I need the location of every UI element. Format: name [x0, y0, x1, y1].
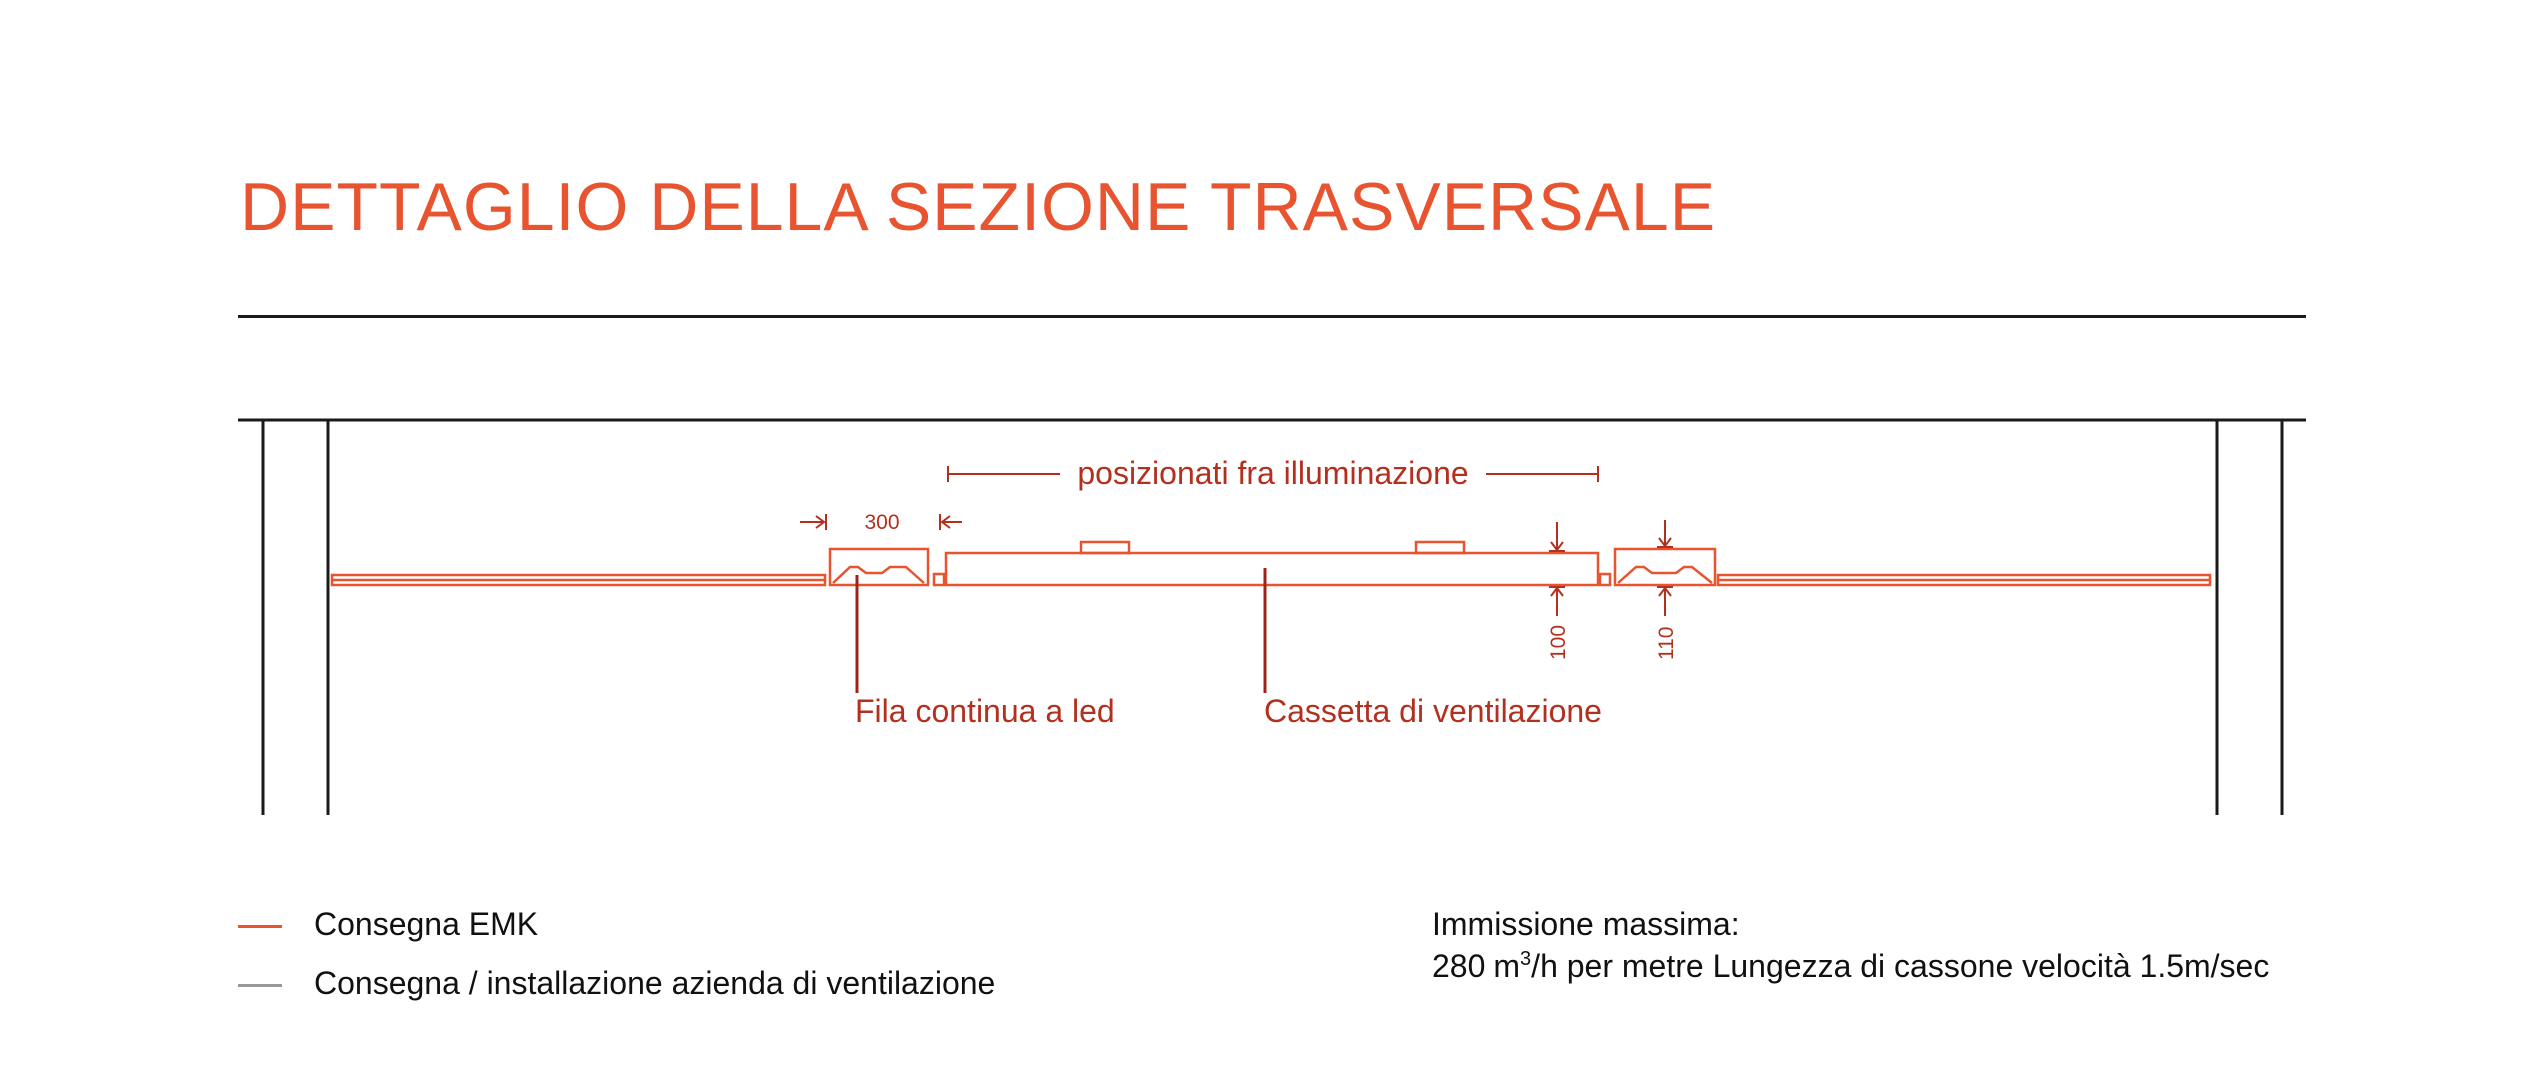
note-unit-exponent: 3	[1520, 948, 1532, 970]
note-unit: m	[1493, 948, 1521, 984]
vent-stub-right	[1416, 542, 1464, 553]
legend-label-ventilation: Consegna / installazione azienda di ventilazione	[314, 965, 996, 1001]
emk-elements	[332, 549, 2210, 585]
dim-100-label: 100	[1547, 624, 1570, 660]
vent-box-label: Cassetta di ventilazione	[1264, 693, 1602, 729]
callout-lines	[857, 568, 1265, 693]
legend-label-emk: Consegna EMK	[314, 906, 539, 942]
note-value	[1432, 948, 2269, 985]
note-rest: /h per metre Lungezza di cassone velocità 1.5m/sec	[1531, 948, 2270, 984]
legend-swatch-ventilation	[238, 984, 282, 987]
note-heading: Immissione massima:	[1432, 906, 1740, 942]
dim-300-label: 300	[864, 511, 900, 534]
left-led-profile	[830, 549, 944, 585]
ventilation-box	[946, 542, 1598, 585]
right-led-profile	[1600, 549, 1715, 585]
led-row-label: Fila continua a led	[855, 693, 1115, 729]
dim-110-label: 110	[1655, 626, 1678, 660]
span-label: posizionati fra illuminazione	[1077, 455, 1469, 491]
legend-swatch-emk	[238, 925, 282, 928]
note-amount: 280	[1432, 948, 1486, 984]
page-title: DETTAGLIO DELLA SEZIONE TRASVERSALE	[240, 169, 1717, 245]
vent-stub-left	[1081, 542, 1129, 553]
